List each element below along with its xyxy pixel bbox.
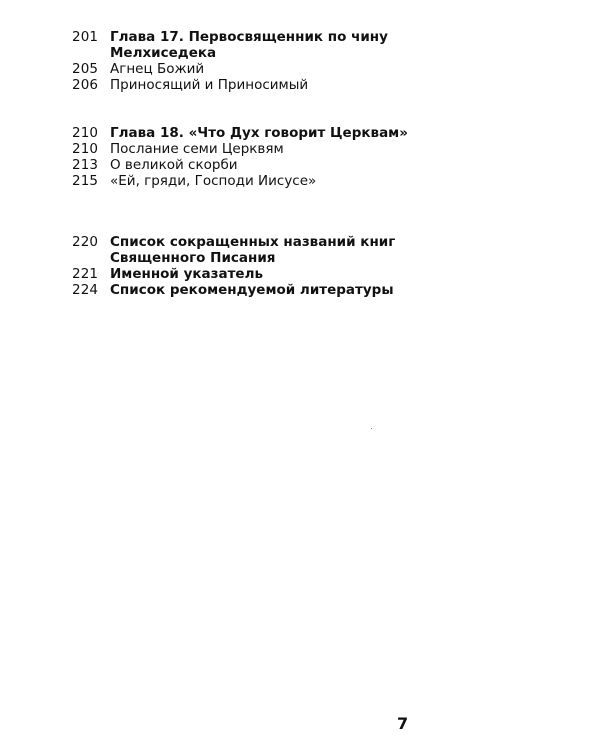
toc-entry[interactable] (72, 282, 394, 299)
toc-backmatter-title: Именной указатель (110, 266, 264, 282)
toc-entry[interactable] (72, 125, 408, 142)
toc-chapter-title: Глава 18. «Что Дух говорит Церквам» (110, 125, 408, 141)
toc-page-number: 201 (72, 29, 99, 45)
toc-page-number: 205 (72, 61, 99, 77)
toc-page-number: 215 (72, 173, 99, 189)
toc-entry[interactable] (72, 234, 395, 251)
toc-backmatter-title: Список сокращенных названий книг (110, 234, 396, 250)
toc-entry[interactable] (72, 29, 388, 46)
scan-speck (371, 428, 372, 429)
toc-entry[interactable] (72, 77, 308, 94)
toc-chapter-title: Мелхиседека (110, 45, 217, 61)
toc-page-number: 213 (72, 157, 99, 173)
toc-page-number: 210 (72, 141, 99, 157)
toc-entry[interactable] (72, 173, 316, 190)
page-number: 7 (397, 714, 409, 733)
toc-page-number: 210 (72, 125, 99, 141)
toc-entry-continuation[interactable] (72, 45, 216, 62)
toc-section-title: О великой скорби (110, 157, 238, 173)
toc-backmatter-title: Священного Писания (110, 250, 276, 266)
toc-page-number: 220 (72, 234, 99, 250)
toc-entry[interactable] (72, 61, 204, 78)
toc-page-number: 221 (72, 266, 99, 282)
toc-entry-continuation[interactable] (72, 250, 275, 267)
toc-entry[interactable] (72, 266, 263, 283)
toc-backmatter-title: Список рекомендуемой литературы (110, 282, 394, 298)
toc-section-title: Послание семи Церквям (110, 141, 284, 157)
toc-section-title: Агнец Божий (110, 61, 205, 77)
toc-page-number: 206 (72, 77, 99, 93)
toc-page-number: 224 (72, 282, 99, 298)
toc-chapter-title: Глава 17. Первосвященник по чину (110, 29, 388, 45)
toc-section-title: Приносящий и Приносимый (110, 77, 309, 93)
toc-section-title: «Ей, гряди, Господи Иисусе» (110, 173, 317, 189)
toc-entry[interactable] (72, 141, 284, 158)
toc-entry[interactable] (72, 157, 238, 174)
